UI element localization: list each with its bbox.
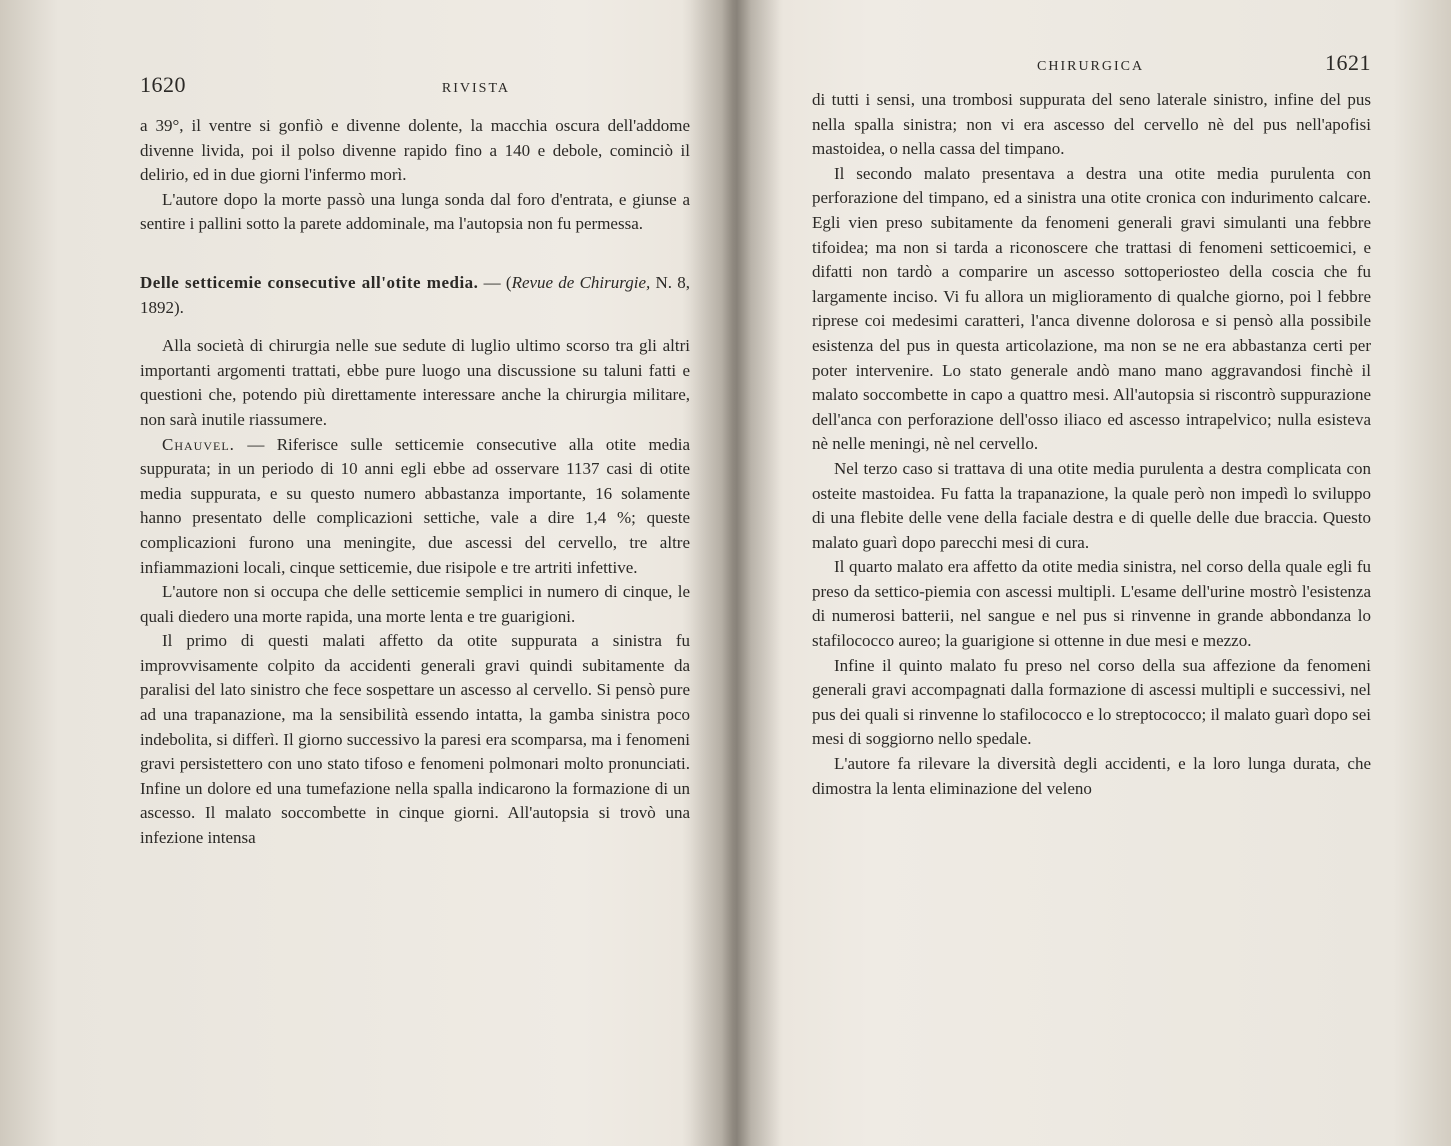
- section-heading: [140, 271, 690, 320]
- section-title: Delle setticemie consecutive all'otite media.: [140, 272, 479, 292]
- right-page-number: 1621: [1325, 50, 1371, 75]
- right-page-header: [812, 50, 1371, 84]
- left-page-number: 1620: [140, 72, 186, 97]
- section-ref-dash: — (: [478, 272, 512, 292]
- left-paragraph-6: Il primo di questi malati affetto da otite suppurata a sinistra fu improvvisamente colpito da accidenti generali gravi quindi subitamente da paralisi del lato sinistro che fece sospettare un ascesso al cervello. Si pensò pure ad una trapanazione, ma la sensibilità essendo intatta, la gamba sinistra poco indebolita, si differì. Il giorno successivo la paresi era scomparsa, ma i fenomeni gravi persistettero con uno stato tifoso e fenomeni polmonari molto pronunciati. Infine un dolore ed una tumefazione nella spalla indicarono la formazione di un ascesso. Il malato soccombette in cinque giorni. All'autopsia si trovò una infezione intensa: [140, 631, 690, 848]
- section-ref-journal: Revue de Chirurgie,: [511, 272, 651, 292]
- left-paragraph-4: [140, 433, 690, 581]
- author-name-chauvel: Chauvel.: [162, 434, 235, 454]
- left-paragraph-3: Alla società di chirurgia nelle sue sedute di luglio ultimo scorso tra gli altri importanti argomenti trattati, ebbe pure luogo una discussione su taluni fatti e questioni che, potendo più direttamente interessare anche la chirurgia militare, non sarà inutile riassumere.: [140, 336, 690, 429]
- left-page: [0, 0, 720, 1146]
- right-paragraph-4: Il quarto malato era affetto da otite media sinistra, nel corso della quale egli fu preso da settico-piemia con ascessi multipli. L'esame dell'urine mostrò l'esistenza di numerosi batterii, nel sangue e nel pus si rinvenne in grande abbondanza lo stafilococco aureo; la guarigione si ottenne in due mesi e mezzo.: [812, 557, 1371, 651]
- right-paragraph-2: Il secondo malato presentava a destra una otite media purulenta con perforazione del timpano, ed a sinistra una otite cronica con indurimento calcare. Egli vien preso subitamente da fenomeni generali gravi simulanti una febbre tifoidea; ma non si tarda a riconoscere che trattasi di fenomeni setticoemici, e difatti non tardò a comparire un ascesso sottoperiosteo della coscia che fu largamente inciso. Vi fu allora un miglioramento di qualche giorno, poi l febbre riprese coi medesimi caratteri, l'anca divenne dolorosa e si pensò alla possibile esistenza del pus in questa articolazione, ma non se ne era abbastanza certi per poter intervenire. Lo stato generale andò mano mano aggravandosi finchè il malato soccombette in capo a quattro mesi. All'autopsia si riscontrò suppurazione dell'anca con perforazione dell'osso iliaco ed ascesso intrapelvico; nulla esisteva nè nelle meningi, nè nel cervello.: [812, 163, 1371, 454]
- left-paragraph-1: a 39°, il ventre si gonfiò e divenne dolente, la macchia oscura dell'addome divenne livida, poi il polso divenne rapido fino a 140 e debole, cominciò il delirio, ed in due giorni l'infermo morì.: [140, 116, 690, 185]
- right-running-head: CHIRURGICA: [1037, 59, 1145, 74]
- right-paragraph-6: L'autore fa rilevare la diversità degli accidenti, e la loro lunga durata, che dimostra la lenta eliminazione del veleno: [812, 754, 1371, 798]
- left-page-header: [140, 72, 700, 106]
- section-ref-issue: N. 8, 1892).: [140, 272, 690, 317]
- right-paragraph-1: di tutti i sensi, una trombosi suppurata del seno laterale sinistro, infine del pus nella spalla sinistra; non vi era ascesso del cervello nè del pus nell'apofisi mastoidea, o nella cassa del timpano.: [812, 90, 1371, 159]
- left-paragraph-4-text: — Riferisce sulle setticemie consecutive alla otite media suppurata; in un periodo di 10 anni egli ebbe ad osservare 1137 casi di otite media suppurata, e su questo numero abbastanza importante, 16 solamente hanno presentato delle complicazioni settiche, vale a dire 1,4 %; queste complicazioni furono una meningite, due ascessi del cervello, tre altre infiammazioni locali, cinque setticemie, due risipole e tre artriti infettive.: [140, 434, 690, 577]
- right-paragraph-5: Infine il quinto malato fu preso nel corso della sua affezione da fenomeni generali gravi accompagnati dalla formazione di ascessi multipli e successivi, nel pus dei quali si rinvenne lo stafilococco e lo streptococco; il malato guarì dopo sei mesi di soggiorno nello spedale.: [812, 655, 1371, 749]
- left-paragraph-2: L'autore dopo la morte passò una lunga sonda dal foro d'entrata, e giunse a sentire i pallini sotto la parete addominale, ma l'autopsia non fu permessa.: [140, 189, 690, 234]
- left-paragraph-5: L'autore non si occupa che delle setticemie semplici in numero di cinque, le quali diedero una morte rapida, una morte lenta e tre guarigioni.: [140, 582, 690, 626]
- left-running-head: RIVISTA: [441, 81, 510, 96]
- right-page: [770, 0, 1451, 1146]
- left-page-body: [140, 114, 700, 851]
- right-page-body: [812, 88, 1371, 801]
- right-paragraph-3: Nel terzo caso si trattava di una otite media purulenta a destra complicata con osteite mastoidea. Fu fatta la trapanazione, la quale però non impedì lo sviluppo di una flebite delle vene della faciale destra e di quelle delle due braccia. Questo malato guarì dopo parecchi mesi di cura.: [812, 458, 1371, 552]
